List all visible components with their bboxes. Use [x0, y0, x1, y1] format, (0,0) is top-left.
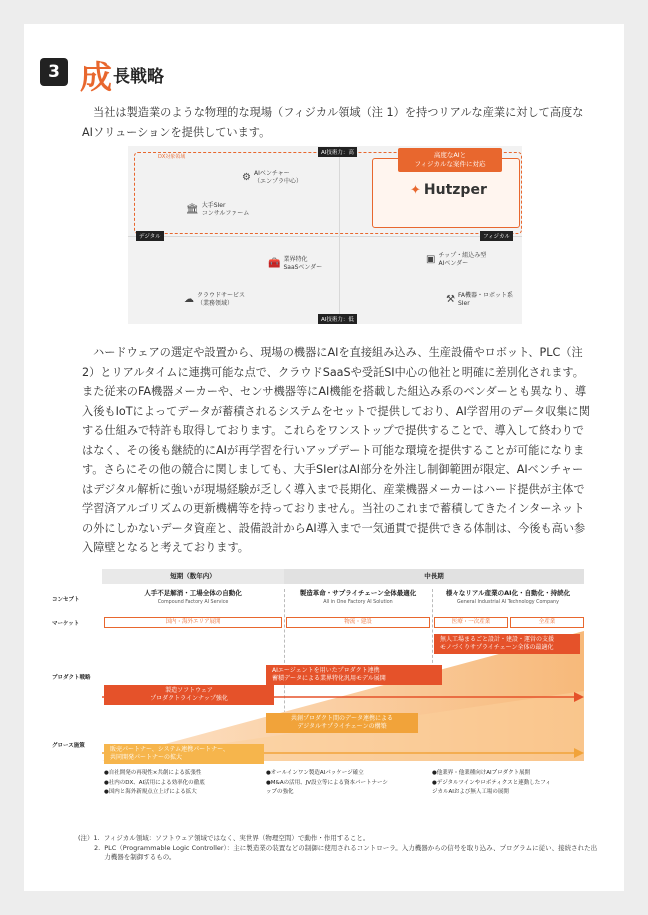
section-title-first-char: 成 [80, 58, 113, 96]
market-logistics-construction: 物流・建設 [286, 617, 430, 628]
player-chip-ai-vendor [426, 252, 486, 267]
player-fa-robot-sier [446, 292, 513, 307]
axis-label-physical: フィジカル [480, 231, 513, 241]
market-medical-primary: 医療・一次産業 [434, 617, 508, 628]
footnote-key: 2. [94, 843, 101, 852]
positioning-map [128, 146, 522, 324]
bullet-item: ●デジタルツインやロボティクスと連動したフィ [432, 779, 551, 786]
section-title [80, 52, 164, 98]
market-domestic-overseas: 国内・海外エリア展開 [104, 617, 282, 628]
concept-en: Compound Factory AI Service [157, 600, 229, 605]
concept-ja: 製造革命・サプライチェーン全体最適化 [299, 589, 417, 597]
concept-en: General Industrial AI Technology Company [457, 600, 559, 605]
intro-paragraph: 当社は製造業のような物理的な現場（フィジカル領域（注 1）を持つリアルな産業に対して高度なAIソリューションを提供しています。 [82, 106, 584, 139]
bullets-short [104, 769, 280, 798]
section-number-badge: 3 [40, 58, 68, 86]
bullets-mid [266, 769, 426, 798]
bar-manufacturing-software: 製造ソフトウェア プロダクトラインナップ強化 [104, 685, 274, 705]
section-title-rest: 長戦略 [113, 67, 165, 87]
bar-partner-expansion: 販売パートナー、システム連携パートナー、 共同開発パートナーの拡大 [104, 744, 264, 764]
concept-mid [284, 589, 432, 607]
player-label: チップ・組込み型 AIベンダー [438, 252, 487, 267]
competitive-paragraph: ハードウェアの選定や設置から、現場の機器にAIを直接組み込み、生産設備やロボット、PLC（注2）とリアルタイムに連携可能な点で、クラウドSaaSや受託SI中心の他社と明確に差別化されます。また従来のFA機器メーカーや、センサ機器等にAI機能を搭載した組込み系のベンダーとも異なり、導入後もIoTによってデータが蓄積されるシステムをセットで提供しており、AI学習用のデータ収集に関する仕組みで特許も取得しております。これらをワンストップで提供することで、導入して終わりではなく、その後も継続的にAIが再学習を行いアップデート可能な環境を提供することが可能になります。さらにその他の競合に関しましても、大手SIerはAI部分を外注し制御範囲が限定、AIベンチャーはデジタル解析に強いが現場経験が乏しく導入まで長期化、産業機器メーカーはハード提供が主体で学習済アルゴリズムの更新機構等を持っておりません。当社のこれまで蓄積してきたインターネットの外にしかないデータ資産と、設備設計からAI導入まで一気通貫で提供できる体制は、今後も高い参入障壁となると考えております。 [82, 346, 590, 554]
player-large-sier [186, 202, 249, 217]
player-label: 大手SIer コンサルファーム [201, 202, 250, 217]
hutzper-tag-text: 高度なAIと フィジカルな案件に対応 [414, 151, 486, 168]
concept-short [102, 589, 284, 607]
player-saas-vendor [268, 256, 322, 271]
player-label: クラウドサービス （業務領域） [197, 292, 246, 307]
concept-en: All in One Factory AI Solution [323, 600, 393, 605]
axis-label-low: AI技術力：低 [318, 314, 357, 324]
network-icon: ⚙ [242, 171, 251, 183]
hutzper-logo-text: Hutzper [423, 182, 487, 198]
row-label-product: プロダクト戦略 [52, 675, 91, 681]
roadmap-short-term-header: 短期（数年内） [102, 569, 284, 584]
concept-ja: 人手不足解消・工場全体の自動化 [144, 589, 242, 597]
bullet-item: ●オールインワン製造AIパッケージ確立 [266, 770, 364, 776]
bullet-item: ●社内のDX、AI活用による効率化の徹底 [104, 779, 205, 786]
roadmap-mid-long-term-header: 中長期 [284, 569, 584, 584]
footnote-text: フィジカル領域：ソフトウェア領域ではなく、実世界（物理空間）で動作・作用すること。 [103, 834, 370, 842]
bar-digital-supply-chain: 共創プロダクト間のデータ連携による デジタルサプライチェーンの構築 [266, 713, 418, 733]
footnote-1 [78, 834, 598, 844]
concept-long [432, 589, 584, 607]
bullet-item: ●国内と海外新規点立上げによる拡大 [104, 789, 197, 795]
bullet-item: ●自社開発の再現性×共創による拡張性 [104, 770, 202, 776]
footnote-text: PLC（Programmable Logic Controller）：主に製造業の装置などの制御に使用されるコントローラ。入力機器からの信号を取り込み、プログラムに従い、接続された出力機器を制御するもの。 [104, 843, 598, 861]
toolbox-icon: 🧰 [268, 257, 281, 269]
player-cloud-service [184, 292, 245, 307]
robot-arm-icon: ⚒ [446, 293, 455, 305]
bullet-item: ジカルAIおよび無人工場の展開 [432, 789, 509, 795]
dx-target-label: DX対象領域 [158, 154, 186, 160]
footnote-key: (注）1. [78, 834, 100, 842]
bullet-item: ●他業界・他業種向けAIプロダクト展開 [432, 770, 531, 776]
cloud-icon: ☁ [184, 293, 194, 305]
row-label-growth: グロース施策 [52, 743, 85, 749]
axis-label-high: AI技術力：高 [318, 147, 357, 157]
player-ai-venture [242, 170, 302, 185]
player-label: 業界特化 SaaSベンダー [283, 256, 323, 271]
building-icon: 🏛 [186, 203, 199, 215]
axis-label-digital: デジタル [136, 231, 164, 241]
bar-unmanned-factory: 無人工場まるごと設計・建設・運営の支援 モノづくりサプライチェーン全体の最適化 [434, 634, 580, 654]
bullets-long [432, 769, 592, 798]
bullet-item: ●M&Aの活用、JV設立等による資本パートナーシ [266, 779, 388, 786]
bar-ai-agent: AIエージェントを用いたプロダクト連携 蓄積データによる業界特化汎用モデル展開 [266, 665, 442, 685]
hutzper-logo [410, 182, 487, 198]
market-all-industries: 全産業 [510, 617, 584, 628]
hutzper-tag [398, 148, 502, 172]
row-label-market: マーケット [52, 621, 80, 627]
concept-ja: 様々なリアル産業のAI化・自動化・持続化 [445, 589, 571, 597]
horizontal-axis [128, 236, 522, 237]
growth-roadmap [52, 569, 592, 819]
hutzper-logo-mark-icon: ✦ [410, 183, 421, 198]
footnotes [78, 834, 598, 863]
bullet-item: ップの強化 [266, 789, 294, 795]
chip-icon: ▣ [426, 253, 436, 265]
footnote-2 [78, 844, 598, 863]
player-label: AIベンチャー （エンプラ中心） [253, 170, 302, 185]
player-label: FA機器・ロボット系 SIer [457, 292, 513, 307]
row-label-concept: コンセプト [52, 597, 80, 603]
